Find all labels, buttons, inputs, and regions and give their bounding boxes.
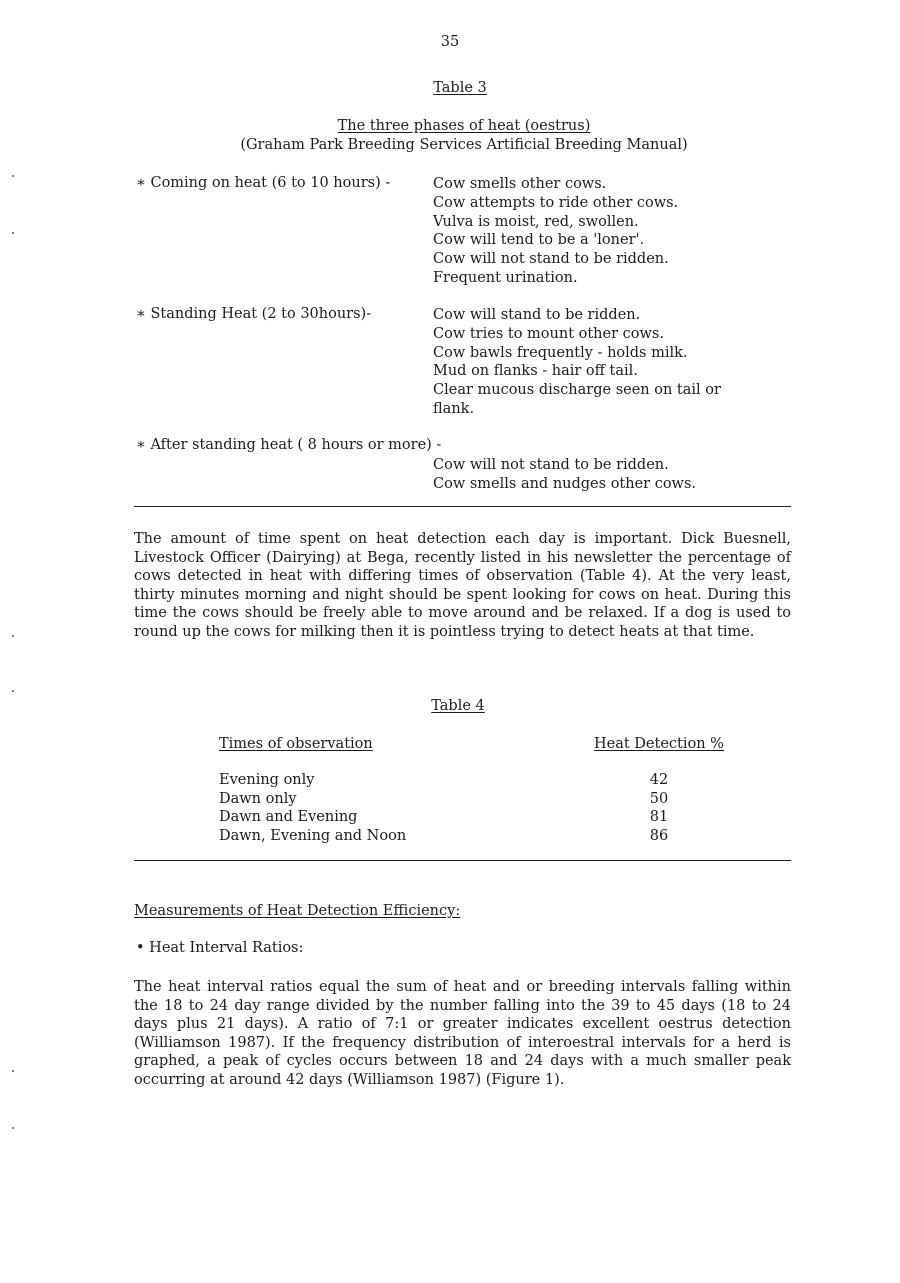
- table4-cell-pct: 86: [649, 828, 669, 844]
- phase-heading-text: After standing heat ( 8 hours or more) -: [150, 437, 442, 453]
- table4-label: Table 4: [431, 698, 485, 714]
- sign-item: Vulva is moist, red, swollen.: [433, 213, 639, 230]
- table4-cell-time: Dawn and Evening: [219, 809, 358, 825]
- phase-1-heading: [136, 175, 390, 191]
- table4-row: [219, 772, 679, 791]
- sign-item: Cow will not stand to be ridden.: [433, 251, 669, 268]
- paragraph-heat-detection-time: The amount of time spent on heat detection each day is important. Dick Buesnell, Livestock Officer (Dairying) at Bega, recently listed in his newsletter the percentage of cows detected in heat with differing times of observation (Table 4). At the very least, thirty minutes morning and night should be spent looking for cows on heat. During this time the cows should be freely able to move around and be relaxed. If a dog is used to round up the cows for milking then it is pointless trying to detect heats at that time.: [134, 531, 791, 640]
- table4-cell-pct: 42: [649, 772, 669, 788]
- table4-row: [219, 791, 679, 810]
- phase-3-signs: [433, 456, 696, 494]
- phase-heading-text: Coming on heat (6 to 10 hours) -: [150, 175, 391, 191]
- table4-cell-pct: 50: [649, 791, 669, 807]
- phase-3-heading: [136, 437, 441, 453]
- table4-row: [219, 828, 679, 847]
- table4-col-pct-header: Heat Detection %: [594, 736, 724, 752]
- sign-item: Cow attempts to ride other cows.: [433, 194, 679, 211]
- phase-2-signs: [433, 306, 721, 419]
- sign-item: Cow will not stand to be ridden.: [433, 457, 669, 473]
- bullet-heading-text: Heat Interval Ratios:: [149, 940, 304, 956]
- table4-cell-time: Dawn only: [219, 791, 297, 807]
- sign-item: Cow smells and nudges other cows.: [433, 475, 697, 492]
- sign-item: flank.: [433, 400, 475, 417]
- scan-speck: [12, 175, 14, 177]
- table3-title: The three phases of heat (oestrus): [337, 118, 591, 134]
- sign-item: Cow smells other cows.: [433, 176, 607, 192]
- table3-label: Table 3: [433, 80, 487, 96]
- sign-item: Mud on flanks - hair off tail.: [433, 363, 638, 380]
- bullet-icon: ∗: [136, 175, 151, 191]
- scan-speck: [12, 232, 14, 234]
- page-number: 35: [440, 34, 460, 50]
- sign-item: Cow will tend to be a 'loner'.: [433, 232, 645, 249]
- table4-row: [219, 809, 679, 828]
- sign-item: Cow bawls frequently - holds milk.: [433, 344, 688, 361]
- phase-heading-text: Standing Heat (2 to 30hours)-: [150, 306, 372, 322]
- table4-cell-time: Evening only: [219, 772, 315, 788]
- sign-item: Cow tries to mount other cows.: [433, 325, 664, 342]
- sign-item: Clear mucous discharge seen on tail or: [433, 382, 721, 399]
- table3-subtitle: (Graham Park Breeding Services Artificial Breeding Manual): [240, 137, 688, 153]
- table4-col-times-header: Times of observation: [219, 736, 373, 752]
- bullet-icon: ∗: [136, 437, 151, 453]
- sign-item: Cow will stand to be ridden.: [433, 307, 641, 323]
- scan-speck: [12, 690, 14, 692]
- sign-item: Frequent urination.: [433, 269, 578, 286]
- table4-cell-time: Dawn, Evening and Noon: [219, 828, 407, 844]
- scan-speck: [12, 1070, 14, 1072]
- paragraph-heat-interval-ratios: The heat interval ratios equal the sum of heat and or breeding intervals falling within the 18 to 24 day range divided by the number falling into the 39 to 45 days (18 to 24 days plus 21 days). A ratio of 7:1 or greater indicates excellent oestrus detection (Williamson 1987). If the frequency distribution of interoestral intervals for a herd is graphed, a peak of cycles occurs between 18 and 24 days with a much smaller peak occurring at around 42 days (Williamson 1987) (Figure 1).: [134, 979, 791, 1088]
- table3-bottom-rule: [134, 506, 791, 507]
- table4-bottom-rule: [134, 860, 791, 861]
- table4-cell-pct: 81: [649, 809, 669, 825]
- section-heading-heat-detection-efficiency: Measurements of Heat Detection Efficiency:: [134, 903, 461, 919]
- bullet-icon: ∗: [136, 306, 151, 322]
- scan-speck: [12, 635, 14, 637]
- phase-1-signs: [433, 175, 678, 288]
- bullet-heat-interval-ratios: [136, 940, 303, 956]
- scan-speck: [12, 1127, 14, 1129]
- bullet-icon: •: [136, 940, 150, 956]
- phase-2-heading: [136, 306, 371, 322]
